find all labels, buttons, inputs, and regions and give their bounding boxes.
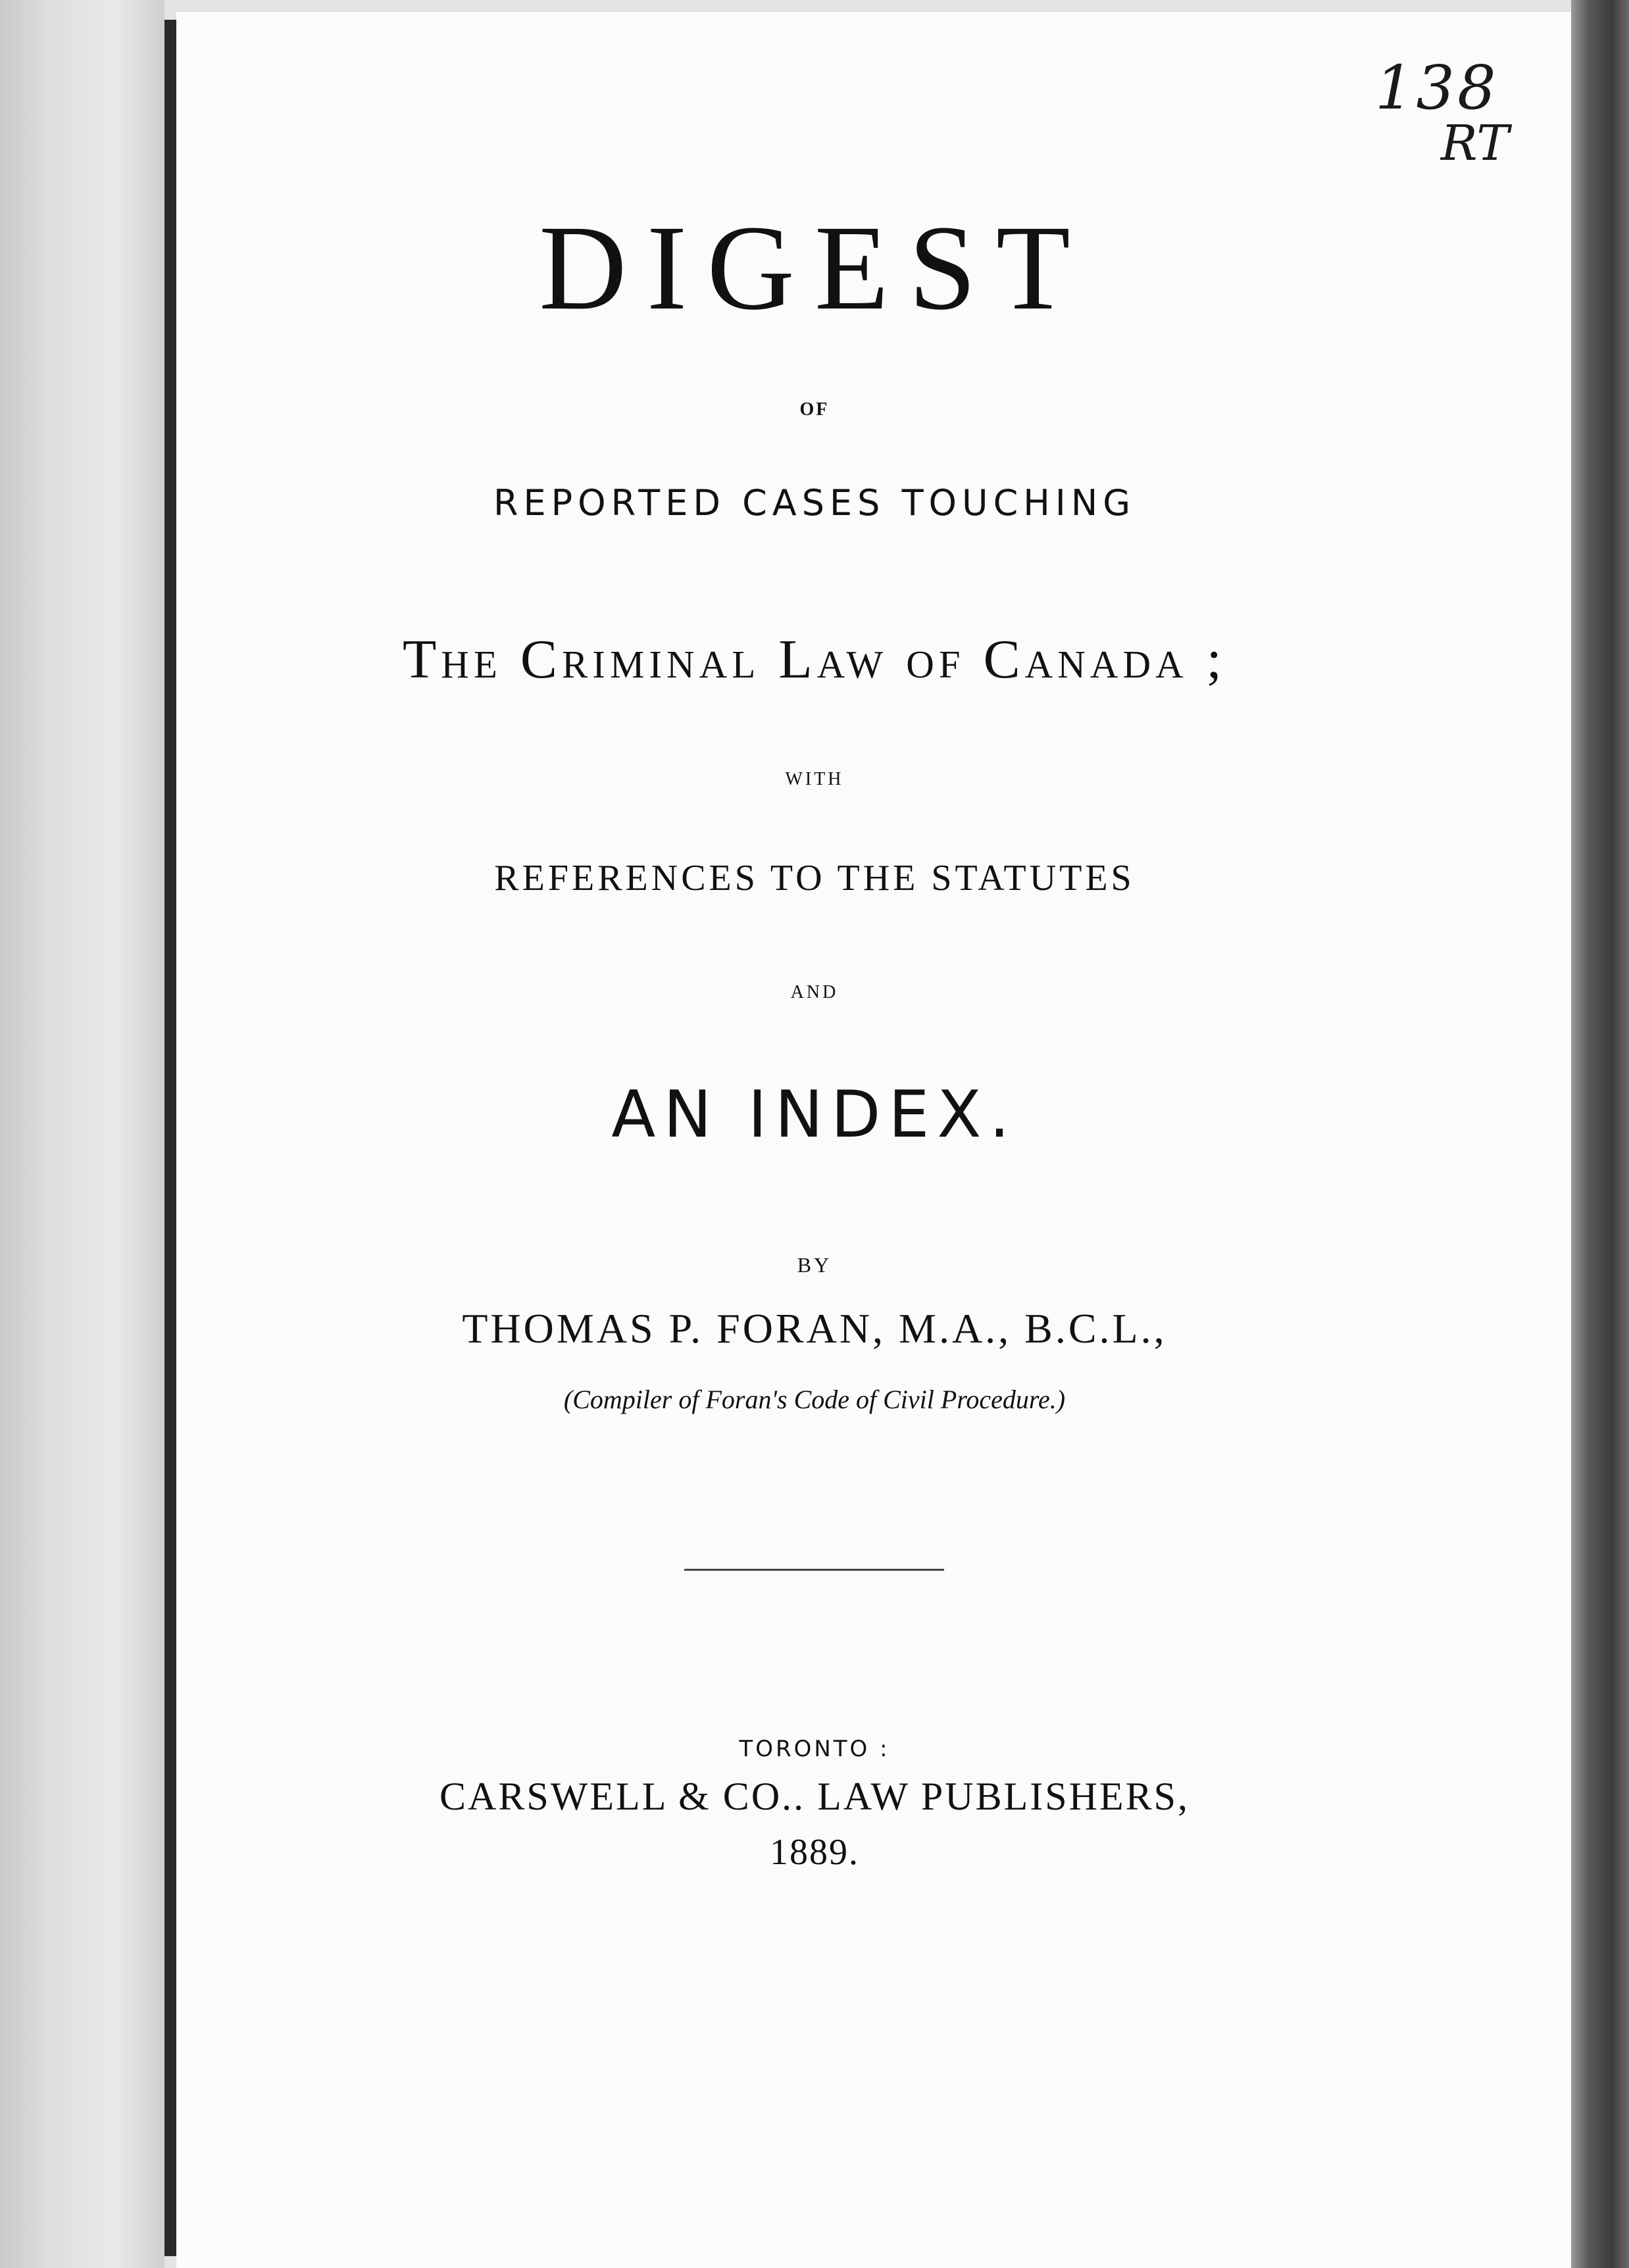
by-label: BY (797, 1253, 832, 1277)
main-heading: The Criminal Law of Canada ; (402, 629, 1227, 690)
and-label: AND (790, 982, 839, 1002)
publication-year: 1889. (770, 1832, 859, 1873)
author-note: (Compiler of Foran's Code of Civil Procedure.) (563, 1385, 1066, 1414)
author-name: THOMAS P. FORAN, M.A., B.C.L., (462, 1305, 1167, 1352)
page-title: DIGEST (539, 201, 1090, 335)
place-label: TORONTO : (739, 1736, 890, 1762)
handwritten-initials: RT (1441, 115, 1509, 172)
of-label: OF (799, 399, 830, 420)
divider-rule (684, 1569, 944, 1571)
handwritten-number: 138 (1375, 53, 1499, 123)
references-line: REFERENCES TO THE STATUTES (494, 858, 1135, 899)
with-label: WITH (785, 769, 844, 789)
index-heading: AN INDEX. (611, 1077, 1018, 1152)
subtitle: REPORTED CASES TOUCHING (493, 482, 1136, 524)
publisher-line: CARSWELL & CO.. LAW PUBLISHERS, (439, 1775, 1190, 1818)
